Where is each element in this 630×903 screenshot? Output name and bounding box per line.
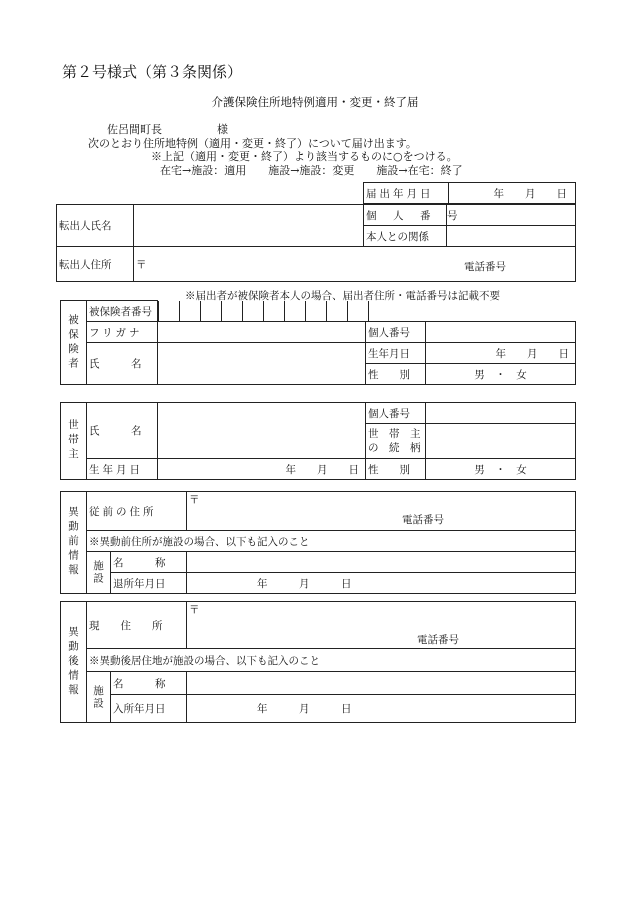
before-facility-name-label: 名 称 [111,552,187,573]
insured-no-digit[interactable] [222,301,243,321]
notifier-relation-field[interactable] [447,226,576,247]
insured-no-digit[interactable] [180,301,201,321]
after-phone-label: 電話番号 [417,634,459,646]
notifier-relation-label: 本人との関係 [364,226,447,247]
before-phone-label: 電話番号 [402,514,444,526]
insured-no-digit[interactable] [243,301,264,321]
after-facility-label: 施設 [87,672,111,723]
before-section-label: 異動前情報 [61,492,87,594]
householder-sex-field[interactable]: 男 ・ 女 [426,459,576,480]
householder-name-field[interactable] [158,403,366,459]
insured-name-label: 氏 名 [87,343,158,385]
insured-birth-label: 生年月日 [366,343,426,364]
notifier-phone-label: 電話番号 [464,261,506,273]
insured-furigana-field[interactable] [158,322,366,343]
householder-personal-no-label: 個人番号 [366,403,426,424]
after-address-field[interactable] [187,602,576,649]
householder-relation-label-line2: の 続 柄 [368,442,421,454]
after-date-field[interactable]: 年 月 日 [187,695,576,723]
before-address-field[interactable] [187,492,576,531]
before-address-label: 従前の住所 [87,492,187,531]
postal-mark: 〒 [189,494,200,506]
after-address-label: 現 住 所 [87,602,187,649]
notifier-name-field[interactable] [134,205,364,247]
postal-mark: 〒 [189,604,200,616]
householder-birth-label: 生年月日 [87,459,158,480]
notifier-address-label: 転出人住所 [57,247,134,282]
householder-name-label: 氏 名 [87,403,158,459]
notifier-personal-no-field[interactable] [447,205,576,226]
insured-section-label: 被保険者 [61,301,87,385]
after-note: ※異動後居住地が施設の場合、以下も記入のこと [87,649,576,672]
postal-mark: 〒 [136,258,147,271]
document-title: 介護保険住所地特例適用・変更・終了届 [211,95,419,109]
notify-date-table [363,182,576,204]
householder-relation-label-line1: 世 帯 主 [368,427,421,440]
notifier-note: ※届出者が被保険者本人の場合、届出者住所・電話番号は記載不要 [185,290,500,302]
insured-no-digit[interactable] [264,301,285,321]
insured-no-digit[interactable] [201,301,222,321]
after-move-table [60,601,576,723]
form-number: 第２号様式（第３条関係） [62,63,243,81]
householder-section-label: 世帯主 [61,403,87,480]
insured-no-digit[interactable] [327,301,348,321]
after-date-label: 入所年月日 [111,695,187,723]
insured-no-digit[interactable] [306,301,327,321]
after-facility-name-label: 名 称 [111,672,187,695]
before-facility-name-field[interactable] [187,552,576,573]
notifier-table [56,204,576,282]
insured-no-label: 被保険者番号 [87,301,158,322]
householder-relation-label [366,424,426,459]
householder-relation-field[interactable] [426,424,576,459]
insured-name-field[interactable] [158,343,366,385]
instruction-line: ※上記（適用・変更・終了）より該当するものに○をつける。 [151,150,458,163]
insured-no-digit[interactable] [159,301,180,321]
before-note: ※異動前住所が施設の場合、以下も記入のこと [87,531,576,552]
after-facility-name-field[interactable] [187,672,576,695]
householder-sex-label: 性 別 [366,459,426,480]
notifier-address-field[interactable] [134,247,576,282]
before-date-field[interactable]: 年 月 日 [187,573,576,594]
notify-date-field[interactable]: 年 月 日 [449,183,576,204]
before-facility-label: 施設 [87,552,111,594]
insured-birth-field[interactable]: 年 月 日 [426,343,576,364]
insured-no-digit[interactable] [348,301,369,321]
insured-personal-no-label: 個人番号 [366,322,426,343]
notify-date-label: 届出年月日 [364,183,449,204]
insured-no-field[interactable] [158,301,576,322]
insured-personal-no-field[interactable] [426,322,576,343]
before-move-table [60,491,576,594]
insured-table [60,300,576,385]
insured-sex-label: 性 別 [366,364,426,385]
notifier-name-label: 転出人氏名 [57,205,134,247]
householder-table [60,402,576,480]
recipient-line: 佐呂間町長 様 [107,123,228,136]
insured-furigana-label: フリガナ [87,322,158,343]
legend-line: 在宅→施設：適用 施設→施設：変更 施設→在宅：終了 [160,164,463,177]
notifier-personal-no-label: 個 人 番 号 [364,205,447,226]
householder-personal-no-field[interactable] [426,403,576,424]
insured-no-digit[interactable] [285,301,306,321]
insured-sex-field[interactable]: 男 ・ 女 [426,364,576,385]
intro-line: 次のとおり住所地特例（適用・変更・終了）について届け出ます。 [88,137,417,150]
before-date-label: 退所年月日 [111,573,187,594]
after-section-label: 異動後情報 [61,602,87,723]
householder-birth-field[interactable]: 年 月 日 [158,459,366,480]
